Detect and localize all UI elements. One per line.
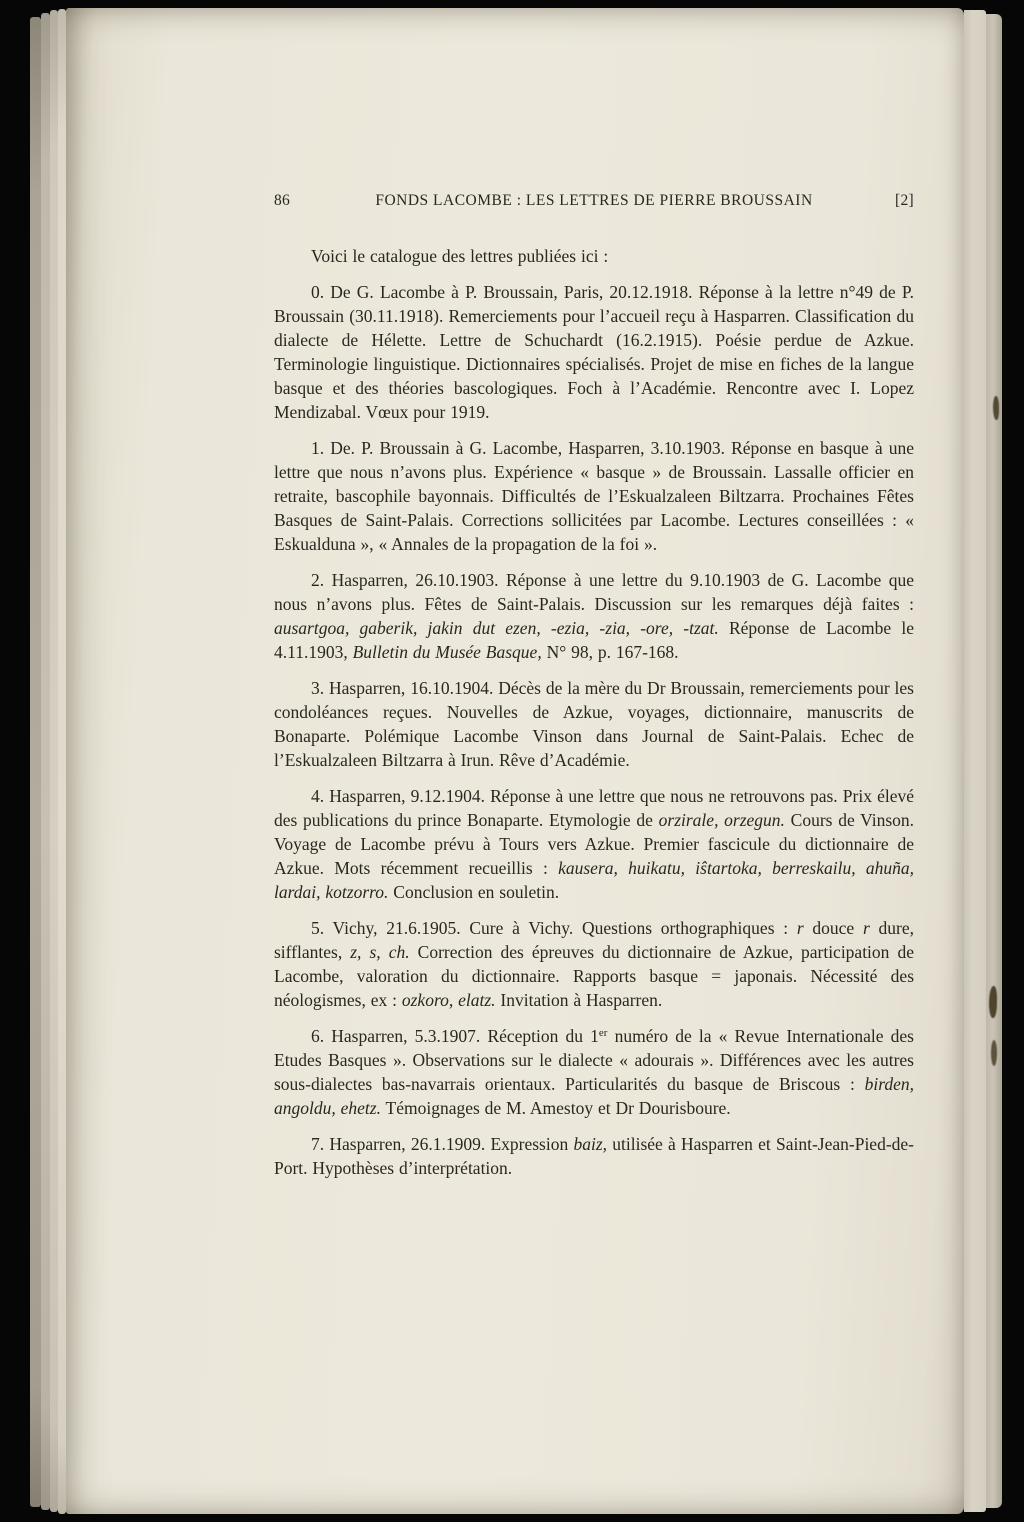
running-header [274, 192, 914, 210]
book-page [66, 8, 964, 1514]
basque-term: ausartgoa, gaberik, jakin dut ezen, -ezia, -zia, -ore, -tzat. [274, 618, 719, 638]
entry-text: N° 98, p. 167-168. [541, 642, 679, 662]
catalogue-entries [274, 280, 914, 1180]
page-edge-stack-3 [50, 10, 58, 1512]
fore-edge-stain [991, 1040, 997, 1066]
entry-text: Correction des épreuves du dictionnaire de Azkue, participation de Lacombe, valoration du dictionnaire. Rapports basque = japonais. Nécessité des néologismes, ex : [274, 942, 914, 1010]
entry-text: 0. De G. Lacombe à P. Broussain, Paris, 20.12.1918. Réponse à la lettre n°49 de P. Broussain (30.11.1918). Remerciements pour l’accueil reçu à Hasparren. Classification du dialecte de Hélette. Lettre de Schuchardt (16.2.1915). Poésie perdue de Azkue. Terminologie linguistique. Dictionnaires spécialisés. Projet de mise en fiches de la langue basque et des théories bascologiques. Foch à l’Académie. Rencontre avec I. Lopez Mendizabal. Vœux pour 1919. [274, 282, 914, 422]
printed-text-block [274, 192, 914, 1192]
entry-text: Conclusion en souletin. [388, 882, 560, 902]
basque-term: kausera, huikatu, iŝtartoka, berreskailu, ahuña, lardai, kotzorro. [274, 858, 914, 902]
ordinal-superscript: er [598, 1027, 608, 1039]
page-edge-stack-2 [41, 13, 50, 1510]
next-page-edge-1 [964, 10, 986, 1512]
header-reference: [2] [895, 192, 914, 209]
entry-text: 6. Hasparren, 5.3.1907. Réception du 1 [311, 1026, 599, 1046]
entry-text: Invitation à Hasparren. [495, 990, 663, 1010]
basque-term: z, s, ch. [350, 942, 410, 962]
entry-text: 1. De. P. Broussain à G. Lacombe, Hasparren, 3.10.1903. Réponse en basque à une lettre que nous n’avons plus. Expérience « basque » de Broussain. Lassalle officier en retraite, bascophile bayonnais. Difficultés de l’Eskualzaleen Biltzarra. Prochaines Fêtes Basques de Saint-Palais. Corrections sollicitées par Lacombe. Lectures conseillées : « Eskualduna », « Annales de la propagation de la foi ». [274, 438, 914, 554]
catalogue-entry [274, 1132, 914, 1180]
entry-text: numéro de la « Revue Internationale des Etudes Basques ». Observations sur le dialecte « adourais ». Différences avec les autres sous-dialectes bas-navarrais orientaux. Particularités du basque de Briscous : [274, 1026, 914, 1094]
entry-text: Réponse de Lacombe le 4.11.1903, [274, 618, 914, 662]
page-edge-stack-4 [58, 9, 66, 1514]
intro-paragraph: Voici le catalogue des lettres publiées ici : [311, 246, 609, 266]
catalogue-entry [274, 1024, 914, 1120]
entry-text: douce [803, 918, 863, 938]
catalogue-entry [274, 436, 914, 556]
entry-text: dure, sifflantes, [274, 918, 914, 962]
entry-text: 5. Vichy, 21.6.1905. Cure à Vichy. Questions orthographiques : [311, 918, 797, 938]
entry-text: utilisée à Hasparren et Saint-Jean-Pied-de-Port. Hypothèses d’interprétation. [274, 1134, 914, 1178]
catalogue-entry [274, 916, 914, 1012]
next-page-edge-2 [986, 14, 1002, 1508]
basque-term: r [862, 918, 870, 938]
catalogue-entry [274, 784, 914, 904]
entry-text: Cours de Vinson. Voyage de Lacombe prévu à Tours vers Azkue. Premier fascicule du dictionnaire de Azkue. Mots récemment recueillis : [274, 810, 915, 878]
page-number: 86 [274, 192, 291, 209]
entry-text: 3. Hasparren, 16.10.1904. Décès de la mère du Dr Broussain, remerciements pour les condoléances reçues. Nouvelles de Azkue, voyages, dictionnaire, manuscrits de Bonaparte. Polémique Lacombe Vinson dans Journal de Saint-Palais. Echec de l’Eskualzaleen Biltzarra à Irun. Rêve d’Académie. [274, 678, 914, 770]
catalogue-entry [274, 568, 914, 664]
page-edge-stack-1 [30, 17, 41, 1507]
basque-term: orzirale, orzegun. [658, 810, 785, 830]
basque-term: r [796, 918, 804, 938]
basque-term: ozkoro, elatz. [401, 990, 496, 1010]
basque-term: baiz, [573, 1134, 608, 1154]
catalogue-entry [274, 676, 914, 772]
basque-term: birden, angoldu, ehetz. [274, 1074, 914, 1118]
header-title: FONDS LACOMBE : LES LETTRES DE PIERRE BROUSSAIN [375, 192, 813, 209]
basque-term: Bulletin du Musée Basque, [352, 642, 542, 662]
catalogue-entry [274, 280, 914, 424]
entry-text: 2. Hasparren, 26.10.1903. Réponse à une lettre du 9.10.1903 de G. Lacombe que nous n’avons plus. Fêtes de Saint-Palais. Discussion sur les remarques déjà faites : [274, 570, 914, 614]
entry-text: 4. Hasparren, 9.12.1904. Réponse à une lettre que nous ne retrouvons pas. Prix élevé des publications du prince Bonaparte. Etymologie de [274, 786, 914, 830]
fore-edge-stain [989, 986, 997, 1018]
entry-text: Témoignages de M. Amestoy et Dr Dourisboure. [380, 1098, 731, 1118]
fore-edge-stain [993, 396, 999, 420]
entry-text: 7. Hasparren, 26.1.1909. Expression [311, 1134, 574, 1154]
